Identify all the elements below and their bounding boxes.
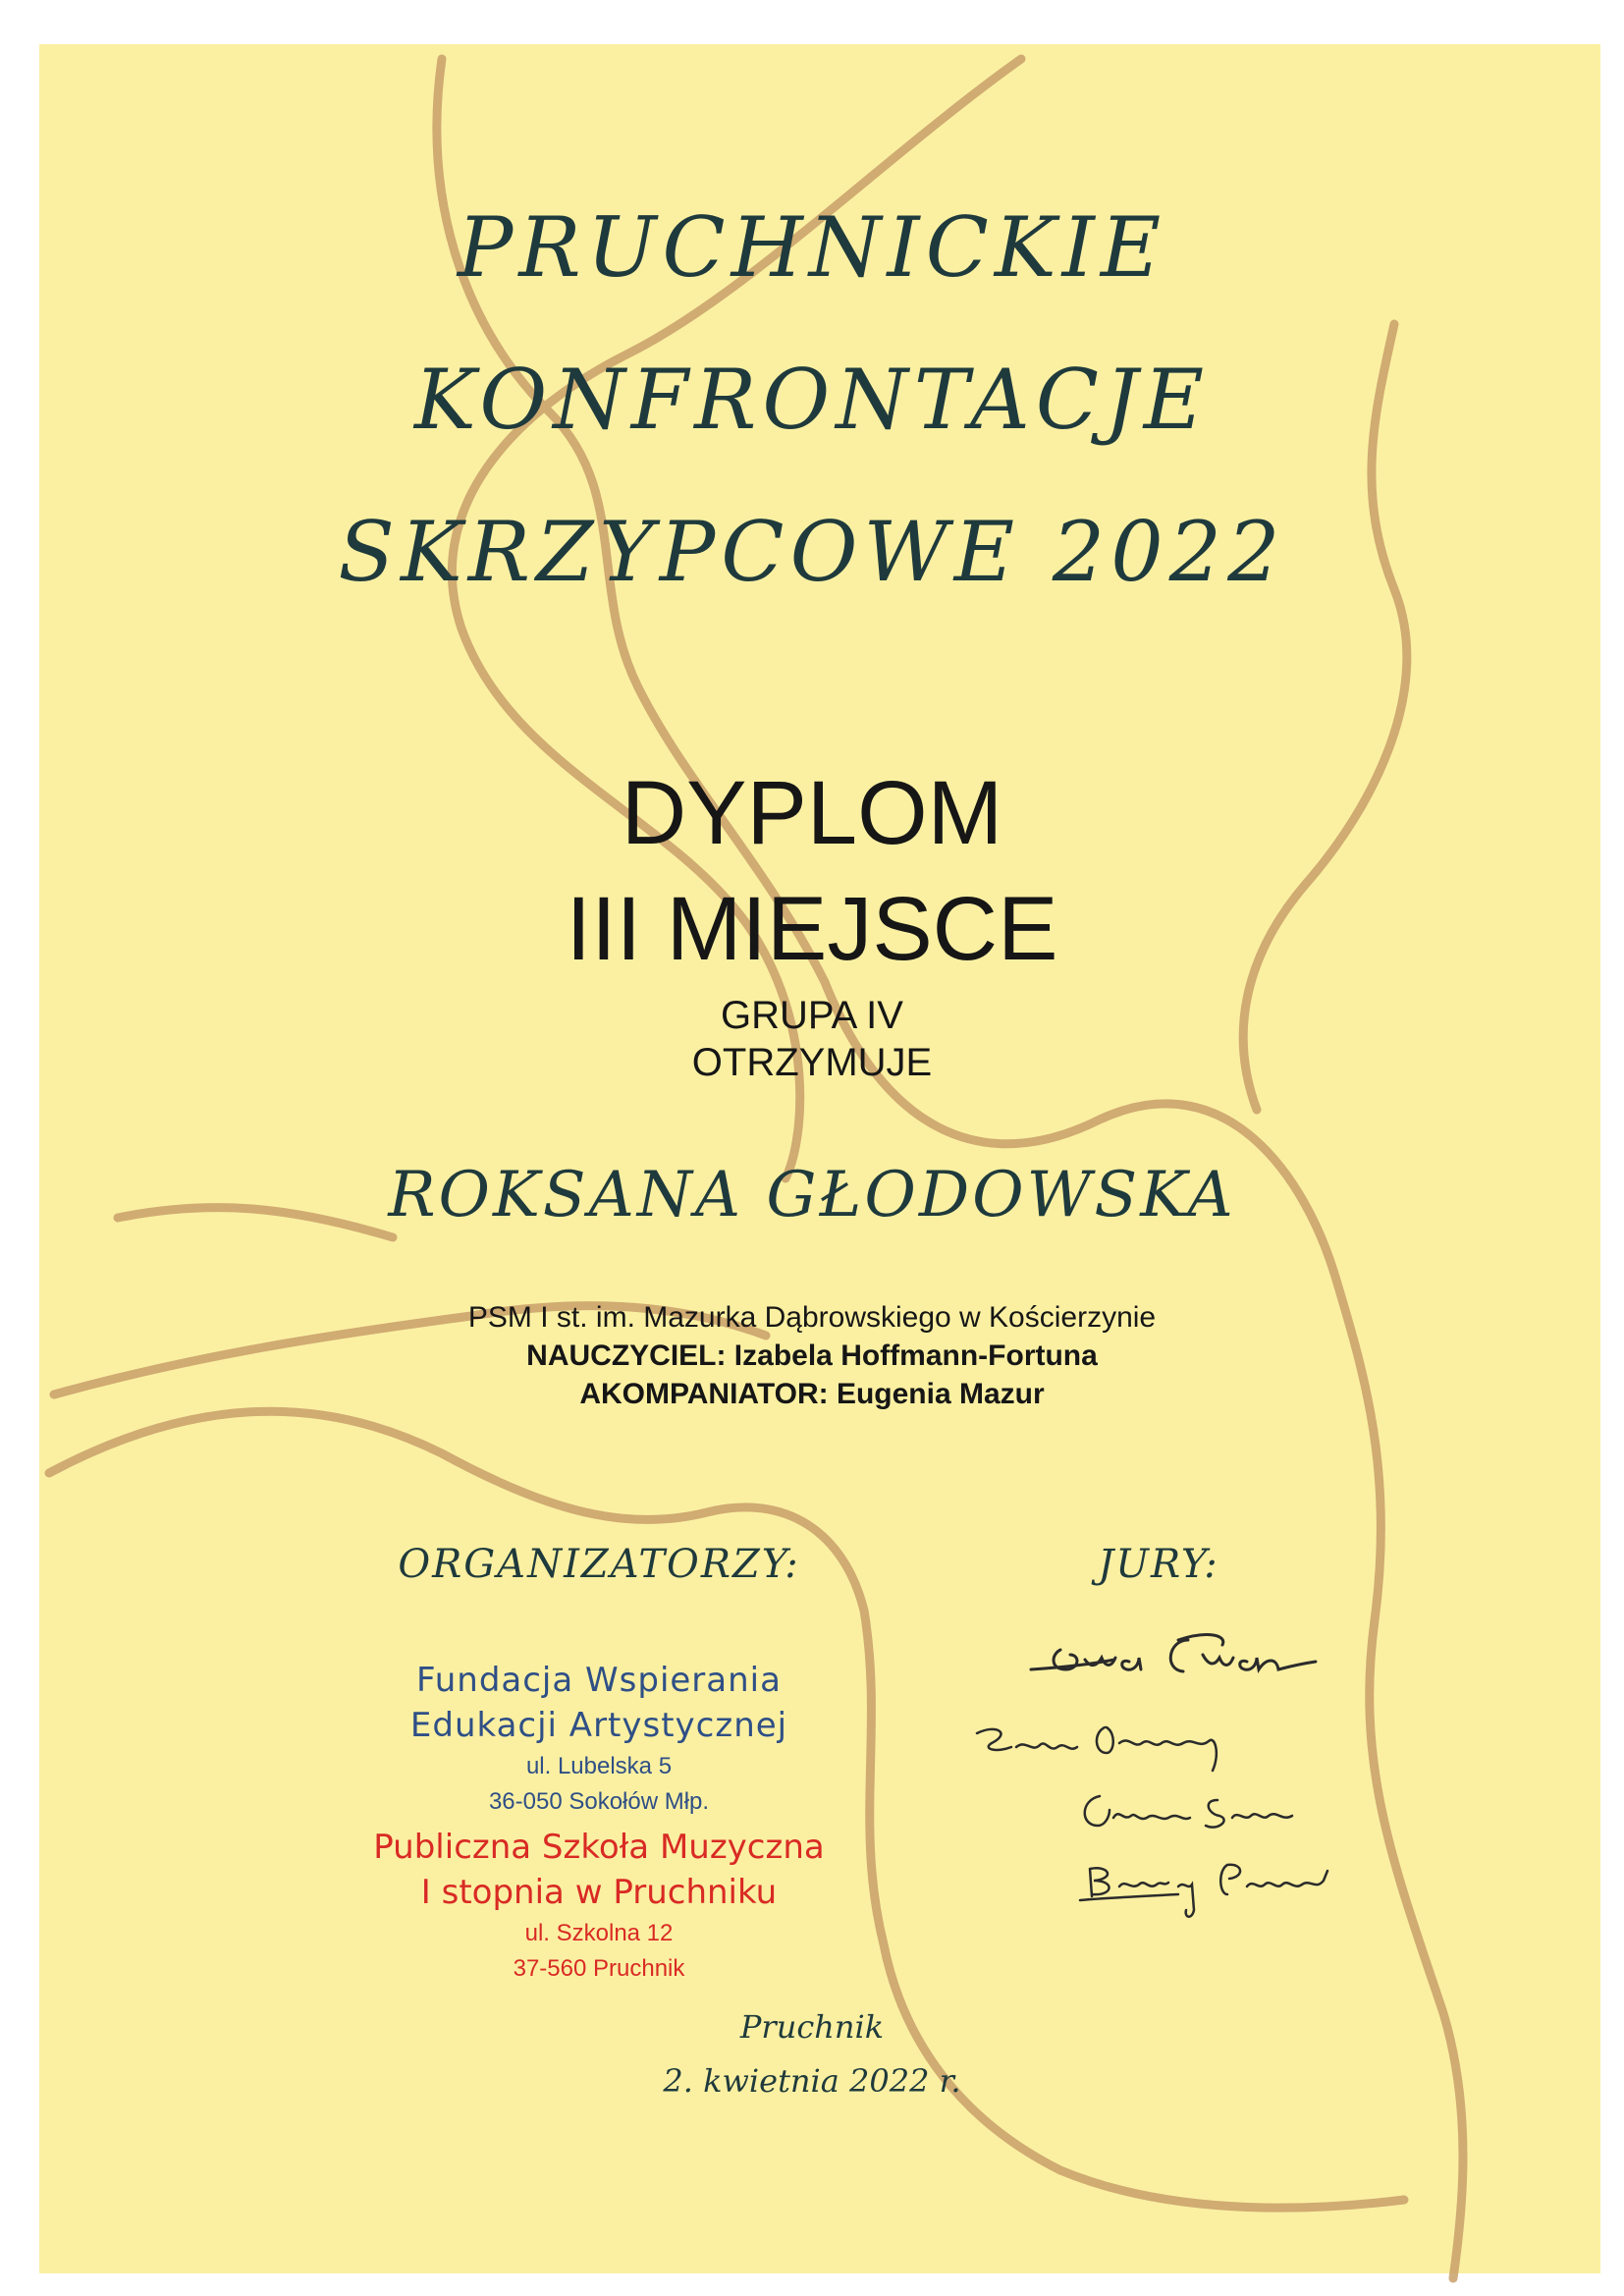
signature-3 <box>1070 1782 1306 1841</box>
org2-name-line1: Publiczna Szkoła Muzyczna <box>373 1828 825 1867</box>
signature-1 <box>1021 1611 1335 1699</box>
title-line-1: PRUCHNICKIE <box>457 199 1167 296</box>
diploma-title: DYPLOM <box>621 763 1003 863</box>
footer-place: Pruchnik <box>739 2008 885 2046</box>
org2-street: ul. Szkolna 12 <box>524 1920 674 1946</box>
org1-street: ul. Lubelska 5 <box>525 1753 673 1779</box>
org2-name-line2: I stopnia w Pruchniku <box>420 1873 778 1912</box>
title-line-2: KONFRONTACJE <box>413 352 1211 448</box>
jury-section <box>1001 1542 1316 1587</box>
school-name: PSM I st. im. Mazurka Dąbrowskiego w Kościerzynie <box>467 1301 1157 1334</box>
footer-date: 2. kwietnia 2022 r. <box>663 2062 961 2100</box>
receives-label: OTRZYMUJE <box>691 1041 933 1084</box>
signature-4 <box>1070 1851 1355 1930</box>
recipient-name: ROKSANA GŁODOWSKA <box>388 1159 1236 1231</box>
org1-name-line1: Fundacja Wspierania <box>416 1661 782 1700</box>
organizers-heading: ORGANIZATORZY: <box>398 1542 800 1587</box>
organizers-section <box>255 1542 943 1983</box>
signature-2 <box>967 1714 1262 1782</box>
jury-heading: JURY: <box>1098 1542 1219 1587</box>
group-label: GRUPA IV <box>721 994 903 1037</box>
org1-name-line2: Edukacji Artystycznej <box>409 1706 788 1745</box>
place-label: III MIEJSCE <box>566 879 1058 979</box>
org1-city: 36-050 Sokołów Młp. <box>488 1788 710 1815</box>
teacher-line: NAUCZYCIEL: Izabela Hoffmann-Fortuna <box>526 1339 1098 1372</box>
title-line-3: SKRZYPCOWE 2022 <box>338 504 1286 600</box>
accompanist-line: AKOMPANIATOR: Eugenia Mazur <box>579 1378 1045 1410</box>
org2-city: 37-560 Pruchnik <box>513 1955 685 1982</box>
